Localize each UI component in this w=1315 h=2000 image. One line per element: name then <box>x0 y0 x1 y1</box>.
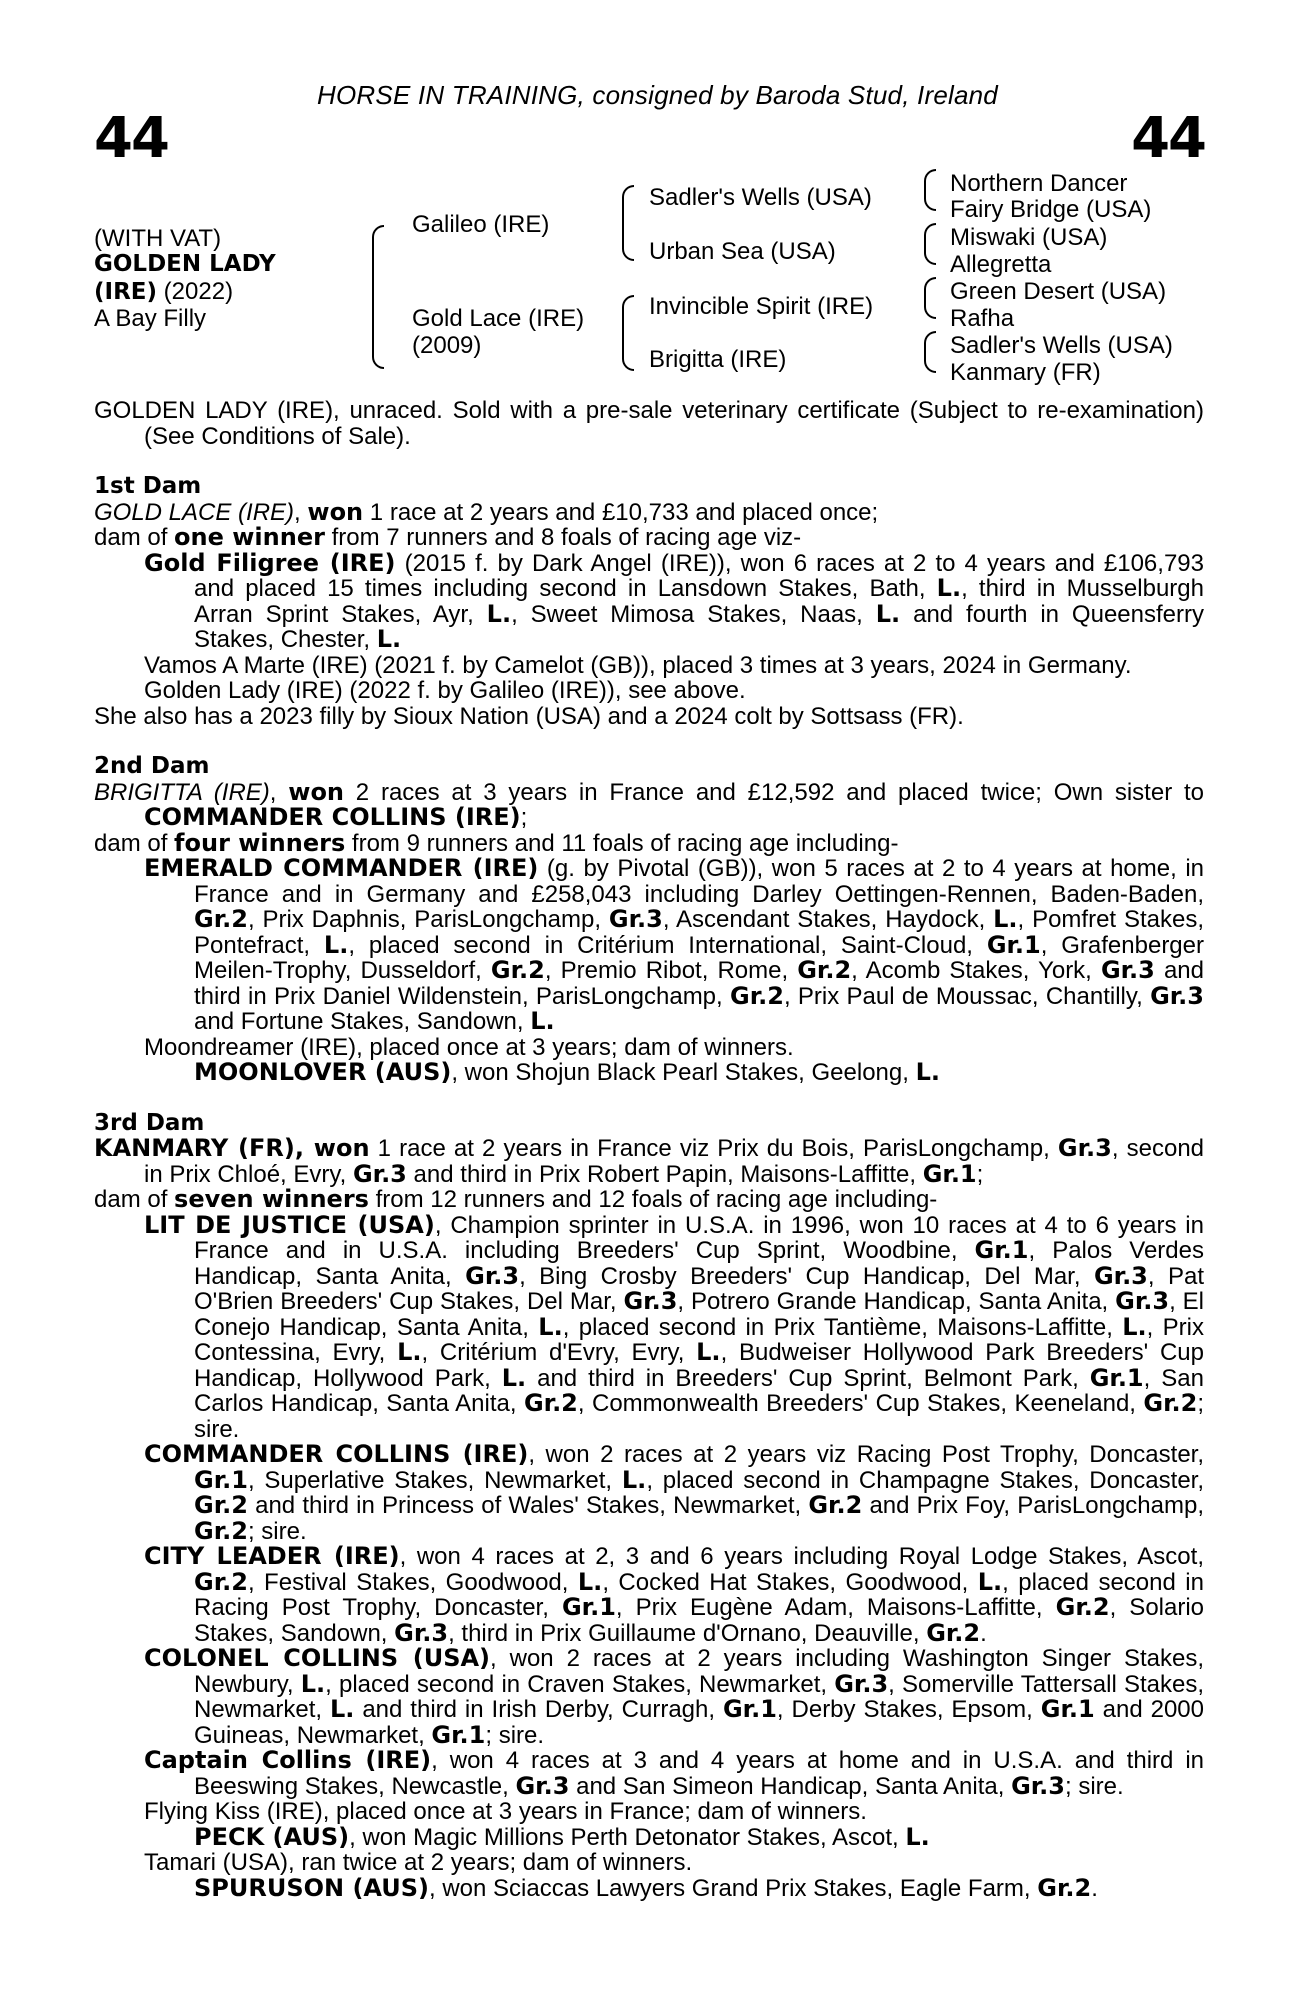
pedigree-brace <box>372 225 384 369</box>
text: , won 4 races at 2, 3 and 6 years including Royal Lodge Stakes, Ascot, <box>399 1543 1204 1570</box>
text: , won <box>294 1134 370 1162</box>
first-dam-line <box>94 497 1204 526</box>
grade: Gr.2 <box>523 1389 578 1417</box>
grade: L. <box>696 1338 721 1366</box>
dam-name: KANMARY (FR) <box>94 1134 295 1162</box>
grade: L. <box>905 1822 930 1851</box>
text: , second in Prix Chloé, Evry, <box>144 1135 1205 1188</box>
pedigree-notes <box>94 398 1204 1901</box>
grade: Gr.1 <box>722 1695 777 1723</box>
grade: Gr.1 <box>431 1720 486 1749</box>
lot-number-left: 44 <box>94 106 168 171</box>
produce-name: LIT DE JUSTICE (USA) <box>144 1210 435 1239</box>
text: , won Sciaccas Lawyers Grand Prix Stakes, Eagle Farm, <box>429 1874 1038 1902</box>
produce-entry <box>94 1442 1204 1544</box>
horse-country: (IRE) <box>94 279 158 305</box>
horse-year: (2022) <box>157 278 234 305</box>
text: and fourth in Queensferry Stakes, Chester, <box>194 600 1204 653</box>
pedigree-brace <box>622 185 634 261</box>
grade: Gr.2 <box>194 1516 248 1545</box>
vat-note: (WITH VAT) <box>94 225 222 252</box>
grade: Gr.3 <box>834 1669 889 1698</box>
text: and 2000 Guineas, Newmarket, <box>194 1696 1204 1749</box>
grade: Gr.2 <box>808 1491 863 1519</box>
text: four winners <box>174 828 346 857</box>
ped-dsd: Rafha <box>950 305 1015 332</box>
text: , placed second in Racing Post Trophy, Doncaster, <box>194 1568 1204 1621</box>
text: ; sire. <box>247 1517 307 1545</box>
ped-dss: Green Desert (USA) <box>950 278 1167 305</box>
text: , placed second in Champagne Stakes, Doncaster, <box>646 1466 1204 1494</box>
grade: Gr.1 <box>986 930 1041 959</box>
first-dam-title: 1st Dam <box>94 473 202 499</box>
text: 1 race at 2 years in France viz Prix du Bois, ParisLongchamp, <box>369 1135 1058 1162</box>
dam-sire: Invincible Spirit (IRE) <box>649 293 874 320</box>
grade: Gr.2 <box>1037 1873 1092 1902</box>
text: , Prix Eugène Adam, Maisons-Laffitte, <box>615 1594 1056 1621</box>
text: , placed second in Critérium International, Saint-Cloud, <box>348 931 987 959</box>
produce-name: COMMANDER COLLINS (IRE) <box>144 1440 529 1468</box>
text: , El Conejo Handicap, Santa Anita, <box>194 1288 1204 1341</box>
produce-name: Captain Collins (IRE) <box>144 1746 432 1774</box>
grade: L. <box>993 905 1018 933</box>
produce-entry <box>94 856 1204 1035</box>
text: , Commonwealth Breeders' Cup Stakes, Keeneland, <box>577 1390 1144 1417</box>
grade: Gr.3 <box>465 1261 520 1290</box>
produce-entry: Flying Kiss (IRE), placed once at 3 years in France; dam of winners. <box>144 1798 867 1825</box>
dam-name: BRIGITTA (IRE) <box>94 778 270 806</box>
grade: Gr.3 <box>1057 1134 1112 1162</box>
produce-entry <box>94 1544 1204 1646</box>
text: won <box>288 777 345 806</box>
text: , third in Musselburgh Arran Sprint Stakes, Ayr, <box>194 575 1204 628</box>
text: , Champion sprinter in U.S.A. in 1996, won 10 races at 4 to 6 years in France and in U.S.A. including Breeders' Cup Sprint, Woodbine, <box>194 1211 1204 1264</box>
text: , Acomb Stakes, York, <box>851 957 1101 984</box>
grade: Gr.1 <box>922 1159 977 1188</box>
text: (g. by Pivotal (GB)), won 5 races at 2 to 4 years at home, in France and in Germany and £258,043 including Darley Oettingen-Rennen, Baden-Baden, <box>194 855 1204 908</box>
produce-entry: Tamari (USA), ran twice at 2 years; dam of winners. <box>144 1849 693 1876</box>
second-dam-title: 2nd Dam <box>94 753 210 779</box>
pedigree-brace <box>622 295 634 371</box>
first-dam-also: She also has a 2023 filly by Sioux Nation (USA) and a 2024 colt by Sottsass (FR). <box>94 702 964 730</box>
grade: L. <box>538 1312 563 1341</box>
first-dam-produce <box>94 525 1204 551</box>
grade: L. <box>621 1465 647 1494</box>
grade: Gr.3 <box>1011 1771 1065 1800</box>
grade: Gr.3 <box>394 1618 449 1647</box>
text: , Prix Daphnis, ParisLongchamp, <box>247 906 609 933</box>
second-dam-line <box>94 777 1204 831</box>
produce-entry <box>94 1646 1204 1748</box>
grade: Gr.2 <box>490 956 545 984</box>
dam-dam: Brigitta (IRE) <box>649 346 787 373</box>
horse-name: GOLDEN LADY <box>94 251 276 277</box>
grade: L. <box>875 599 901 628</box>
text: ; sire. <box>194 1390 1205 1443</box>
produce-entry: Golden Lady (IRE) (2022 f. by Galileo (IRE)), see above. <box>144 677 746 704</box>
grade: Gr.1 <box>1040 1695 1095 1723</box>
text: dam of <box>94 1186 175 1213</box>
text: , Budweiser Hollywood Park Breeders' Cup Handicap, Hollywood Park, <box>194 1339 1204 1392</box>
pedigree-brace <box>924 331 936 373</box>
text: , Pomfret Stakes, Pontefract, <box>194 906 1205 959</box>
grade: Gr.2 <box>1143 1389 1198 1417</box>
text: won <box>307 497 364 526</box>
grade: Gr.2 <box>1055 1593 1110 1621</box>
horse-name-line2 <box>94 278 233 306</box>
grade: Gr.1 <box>974 1236 1029 1264</box>
text: and third in Prix Daniel Wildenstein, ParisLongchamp, <box>194 957 1204 1010</box>
grade: Gr.1 <box>561 1593 616 1621</box>
text: dam of <box>94 829 175 857</box>
text: and third in Irish Derby, Curragh, <box>354 1696 723 1723</box>
text: dam of <box>94 524 175 551</box>
pedigree-table <box>94 165 1224 395</box>
text: , Bing Crosby Breeders' Cup Handicap, Del Mar, <box>519 1262 1094 1290</box>
pedigree-brace <box>924 169 936 211</box>
text: 2 races at 3 years in France and £12,592 and placed twice; Own sister to <box>344 778 1204 806</box>
text: seven winners <box>174 1185 369 1213</box>
grade: Gr.3 <box>623 1287 678 1315</box>
produce-entry <box>94 1748 1204 1799</box>
text: , San Carlos Handicap, Santa Anita, <box>194 1364 1204 1417</box>
grade: L. <box>300 1669 326 1698</box>
intro-paragraph: GOLDEN LADY (IRE), unraced. Sold with a pre-sale veterinary certificate (Subject to re-examination) (See Conditions of Sale). <box>94 397 1204 450</box>
produce-entry <box>94 1873 1204 1902</box>
text: ; <box>520 804 528 831</box>
text: and Prix Foy, ParisLongchamp, <box>862 1492 1204 1519</box>
text: ; sire. <box>485 1721 545 1749</box>
grade: L. <box>501 1363 527 1392</box>
grade: Gr.2 <box>730 981 784 1010</box>
produce-name: EMERALD COMMANDER (IRE) <box>144 854 539 882</box>
text: ; sire. <box>1065 1772 1124 1800</box>
produce-name: Gold Filigree (IRE) <box>144 548 396 577</box>
text: , placed second in Prix Tantième, Maisons-Laffitte, <box>562 1313 1123 1341</box>
second-dam-produce <box>94 828 1204 857</box>
produce-entry: Vamos A Marte (IRE) (2021 f. by Camelot (GB)), placed 3 times at 3 years, 2024 in Germany. <box>144 651 1132 679</box>
produce-name: SPURUSON (AUS) <box>194 1873 430 1902</box>
text: from 7 runners and 8 foals of racing age viz- <box>324 524 802 551</box>
grade: L. <box>577 1567 603 1596</box>
grade: Gr.3 <box>1093 1261 1148 1290</box>
text: one winner <box>174 523 325 551</box>
grade: Gr.1 <box>1089 1363 1144 1392</box>
text: , Somerville Tattersall Stakes, Newmarket, <box>194 1670 1204 1723</box>
text: and Fortune Stakes, Sandown, <box>194 1008 531 1035</box>
text: and third in Prix Robert Papin, Maisons-Laffitte, <box>406 1160 923 1188</box>
text: , Ascendant Stakes, Haydock, <box>662 906 994 933</box>
grade: L. <box>977 1567 1003 1596</box>
text: and third in Breeders' Cup Sprint, Belmont Park, <box>526 1364 1090 1392</box>
produce-name: PECK (AUS) <box>194 1822 350 1851</box>
grade: Gr.2 <box>797 956 852 984</box>
text: , Critérium d'Evry, Evry, <box>421 1339 697 1366</box>
sire: Galileo (IRE) <box>412 211 550 238</box>
third-dam-produce <box>94 1187 1204 1213</box>
ped-sds: Miswaki (USA) <box>950 224 1108 251</box>
text: , Prix Paul de Moussac, Chantilly, <box>783 982 1151 1010</box>
text: , Superlative Stakes, Newmarket, <box>247 1466 622 1494</box>
grade: L. <box>915 1058 941 1086</box>
dam-year: (2009) <box>412 332 482 359</box>
text: , Prix Contessina, Evry, <box>194 1313 1205 1366</box>
dam: Gold Lace (IRE) <box>412 305 585 332</box>
grade: Gr.3 <box>1115 1287 1170 1315</box>
grade: L. <box>486 599 512 628</box>
text: , Potrero Grande Handicap, Santa Anita, <box>677 1288 1116 1315</box>
sire-dam: Urban Sea (USA) <box>649 238 836 265</box>
page-header: HORSE IN TRAINING, consigned by Baroda Stud, Ireland <box>317 80 998 110</box>
text: , Premio Ribot, Rome, <box>544 957 798 984</box>
grade: Gr.2 <box>926 1618 981 1647</box>
lot-number-right: 44 <box>1131 106 1205 171</box>
ped-sss: Northern Dancer <box>950 170 1128 197</box>
text: , Solario Stakes, Sandown, <box>194 1594 1205 1647</box>
text: , Pat O'Brien Breeders' Cup Stakes, Del Mar, <box>194 1262 1205 1315</box>
produce-name: COLONEL COLLINS (USA) <box>144 1644 491 1672</box>
produce-name: MOONLOVER (AUS) <box>194 1058 452 1086</box>
ped-ssd: Fairy Bridge (USA) <box>950 196 1152 223</box>
text: , placed second in Craven Stakes, Newmarket, <box>325 1670 835 1698</box>
sister-name: COMMANDER COLLINS (IRE) <box>144 803 521 831</box>
grade: Gr.3 <box>1150 981 1204 1010</box>
pedigree-brace <box>924 223 936 265</box>
grade: Gr.3 <box>1100 956 1155 984</box>
produce-name: CITY LEADER (IRE) <box>144 1542 400 1570</box>
text: , Palos Verdes Handicap, Santa Anita, <box>194 1237 1204 1290</box>
third-dam-line <box>94 1136 1204 1187</box>
produce-entry <box>94 548 1204 653</box>
horse-description: A Bay Filly <box>94 305 207 332</box>
text: from 12 runners and 12 foals of racing age including- <box>368 1186 938 1213</box>
produce-entry <box>94 1060 1204 1086</box>
pedigree-brace <box>924 277 936 319</box>
text: , Sweet Mimosa Stakes, Naas, <box>511 600 876 628</box>
grade: L. <box>530 1007 555 1035</box>
grade: L. <box>323 930 349 959</box>
grade: Gr.2 <box>194 1491 248 1519</box>
text: , Grafenberger Meilen-Trophy, Dusseldorf, <box>194 931 1204 984</box>
text: , won 2 races at 2 years including Washington Singer Stakes, Newbury, <box>194 1645 1204 1698</box>
sire-sire: Sadler's Wells (USA) <box>649 184 872 211</box>
text: and third in Princess of Wales' Stakes, Newmarket, <box>247 1492 809 1519</box>
third-dam-title: 3rd Dam <box>94 1109 205 1136</box>
grade: Gr.3 <box>608 905 663 933</box>
text: from 9 runners and 11 foals of racing age including- <box>345 829 899 857</box>
text: (2015 f. by Dark Angel (IRE)), won 6 races at 2 to 4 years and £106,793 and placed 15 times including second in Lansdown Stakes, Bath, <box>194 549 1204 602</box>
text: , won Shojun Black Pearl Stakes, Geelong, <box>451 1059 916 1086</box>
text: . <box>1091 1874 1098 1902</box>
grade: Gr.1 <box>194 1465 248 1494</box>
dam-name: GOLD LACE (IRE) <box>94 498 295 526</box>
grade: L. <box>329 1695 355 1723</box>
produce-entry <box>94 1822 1204 1851</box>
text: , won Magic Millions Perth Detonator Stakes, Ascot, <box>349 1823 906 1851</box>
ped-dds: Sadler's Wells (USA) <box>950 332 1173 359</box>
ped-ddd: Kanmary (FR) <box>950 359 1101 386</box>
grade: Gr.3 <box>352 1159 407 1188</box>
text: 1 race at 2 years and £10,733 and placed once; <box>363 498 879 526</box>
text: , <box>269 778 289 806</box>
text: , won 4 races at 3 and 4 years at home and in U.S.A. and third in Beeswing Stakes, Newcastle, <box>194 1747 1204 1800</box>
grade: L. <box>1122 1312 1147 1341</box>
grade: L. <box>397 1338 422 1366</box>
text: . <box>980 1619 987 1647</box>
ped-sdd: Allegretta <box>950 251 1052 278</box>
text: , <box>294 498 308 526</box>
produce-entry <box>94 1210 1205 1443</box>
grade: L. <box>936 574 962 602</box>
text: , third in Prix Guillaume d'Ornano, Deauville, <box>448 1619 927 1647</box>
text: , Cocked Hat Stakes, Goodwood, <box>602 1568 978 1596</box>
text: , Festival Stakes, Goodwood, <box>247 1568 578 1596</box>
grade: Gr.2 <box>194 905 248 933</box>
text: , Derby Stakes, Epsom, <box>776 1696 1041 1723</box>
text: , won 2 races at 2 years viz Racing Post Trophy, Doncaster, <box>528 1441 1204 1468</box>
text: ; <box>976 1160 984 1188</box>
text: and San Simeon Handicap, Santa Anita, <box>569 1772 1012 1800</box>
grade: Gr.2 <box>194 1567 248 1596</box>
grade: Gr.3 <box>515 1771 570 1800</box>
produce-entry: Moondreamer (IRE), placed once at 3 years; dam of winners. <box>144 1033 794 1061</box>
grade: L. <box>376 625 402 653</box>
